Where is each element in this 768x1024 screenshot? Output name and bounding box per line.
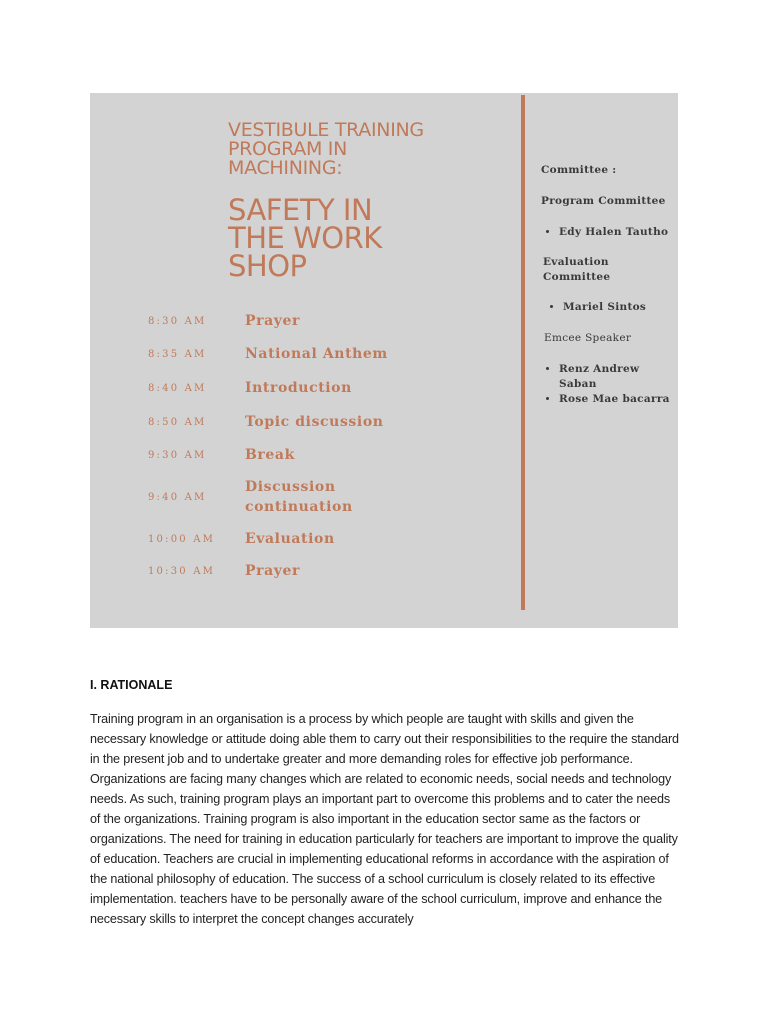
section-heading: I. RATIONALE [90,678,173,692]
rationale-paragraph: Training program in an organisation is a process by which people are taught with skills and given the necessary knowledge or attitude doing able them to carry out their responsibilities to the require the standard in the present job and to undertake greater and more demanding roles for effective job performance. Organizations are facing many changes which are related to economic needs, social needs and technology needs. As such, training program plays an important part to overcome this problems and to cater the needs of the organizations. Training program is also important in the education sector same as the factors or organizations. The need for training in education particularly for teachers are important to improve the quality of education. Teachers are crucial in implementing educational reforms in accordance with the aspiration of the national philosophy of education. The success of a school curriculum is closely related to its effective implementation. teachers have to be personally aware of the school curriculum, improve and enhance the necessary skills to interpret the concept changes accurately [90,712,679,926]
schedule-row [148,529,468,561]
program-committee-members [541,225,676,240]
committee-member: • Mariel Sintos [563,300,676,315]
flyer-main-title-line: SAFETY IN [228,193,373,227]
schedule-time: 9:40 AM [148,492,207,503]
evaluation-committee-label: Evaluation Committee [543,256,611,283]
schedule-time: 8:40 AM [148,383,207,394]
evaluation-committee-members [541,300,676,315]
vertical-divider [521,95,525,610]
schedule-event: Discussion continuation [245,479,353,515]
schedule-row [148,477,468,529]
schedule-time: 10:00 AM [148,534,216,545]
schedule-event: National Anthem [245,346,388,362]
document-body [90,678,682,929]
schedule-event: Break [245,447,295,463]
flyer-subtitle-line: VESTIBULE TRAINING [228,119,424,141]
schedule-time: 10:30 AM [148,566,216,577]
schedule-event: Prayer [245,313,300,329]
flyer-main-title-line: THE WORK [228,221,382,255]
schedule-event: Topic discussion [245,414,384,430]
emcee-speaker-label: Emcee Speaker [544,332,632,344]
committee-member: • Edy Halen Tautho [559,225,676,240]
schedule-event: Introduction [245,380,352,396]
schedule-row [148,412,468,445]
schedule-list [148,311,468,593]
schedule-time: 9:30 AM [148,450,207,461]
committee-panel [541,163,676,407]
program-committee-label: Program Committee [541,195,666,207]
schedule-time: 8:50 AM [148,417,207,428]
schedule-row [148,445,468,477]
schedule-event: Evaluation [245,531,335,547]
schedule-row [148,344,468,378]
program-flyer [90,93,678,628]
schedule-event: Prayer [245,563,300,579]
flyer-subtitle-line: MACHINING: [228,157,343,179]
schedule-row [148,311,468,344]
committee-member: • Renz Andrew Saban [559,362,649,392]
flyer-subtitle-line: PROGRAM IN [228,138,348,160]
flyer-main-title-line: SHOP [228,249,307,283]
schedule-row [148,378,468,412]
schedule-row [148,561,468,593]
committee-heading: Committee : [541,164,617,176]
flyer-title [228,119,508,283]
schedule-time: 8:30 AM [148,316,207,327]
schedule-time: 8:35 AM [148,349,207,360]
emcee-speaker-members [541,362,676,407]
committee-member: • Rose Mae bacarra [559,392,676,407]
